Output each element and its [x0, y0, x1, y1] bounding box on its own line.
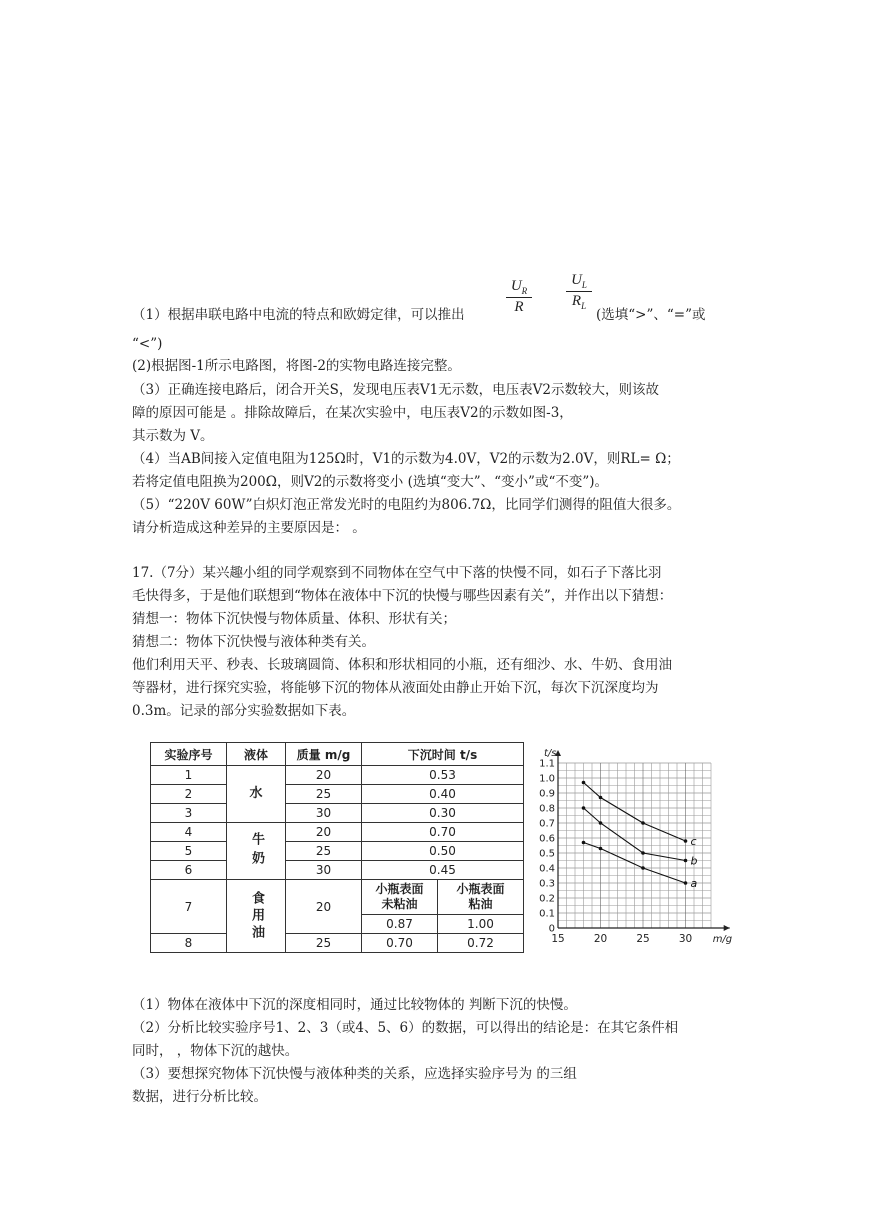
table-subheader-cell: 小瓶表面 粘油 [438, 880, 524, 915]
y-tick-label: 0.5 [539, 848, 555, 860]
y-tick-label: 0.4 [539, 863, 555, 875]
liquid-cell-milk: 牛奶 [227, 823, 286, 880]
table-header-row [151, 743, 524, 766]
table-cell: 30 [286, 804, 362, 823]
q16-part2: (2)根据图-1所示电路图，将图-2的实物电路连接完整。 [132, 358, 461, 374]
y-tick-label: 0.1 [539, 908, 555, 920]
q16-part3-line1: （3）正确连接电路后，闭合开关S，发现电压表V1无示数，电压表V2示数较大，则该故 [132, 382, 660, 398]
q16-part5-line1: （5）“220V 60W”白炽灯泡正常发光时的电阻约为806.7Ω，比同学们测得的阻值大很多。 [132, 497, 681, 513]
fraction-ul-over-rl [566, 272, 592, 311]
q17-question3-line2: 数据，进行分析比较。 [132, 1089, 267, 1105]
data-point-c [684, 839, 688, 843]
table-cell: 8 [151, 934, 227, 953]
table-cell: 0.40 [362, 785, 524, 804]
table-cell: 0.70 [362, 934, 438, 953]
table-cell: 0.45 [362, 861, 524, 880]
series-label-a: a [690, 877, 698, 890]
q16-part1-options: (选填“>”、“=”或 [596, 307, 706, 323]
table-cell: 20 [286, 880, 362, 934]
table-cell: 25 [286, 842, 362, 861]
table-cell: 5 [151, 842, 227, 861]
table-cell: 6 [151, 861, 227, 880]
q17-intro-line2: 毛快得多，于是他们联想到“物体在液体中下沉的快慢与哪些因素有关”，并作出以下猜想： [132, 588, 673, 604]
data-point-a [599, 847, 603, 851]
liquid-cell-water: 水 [227, 766, 286, 823]
liquid-cell-oil: 食用油 [227, 880, 286, 953]
fraction-denominator: R [514, 299, 524, 315]
x-tick-label: 25 [636, 933, 650, 945]
y-tick-label: 0 [548, 923, 555, 935]
q16-part1-text: （1）根据串联电路中电流的特点和欧姆定律，可以推出 [132, 307, 465, 323]
sinking-time-chart [530, 746, 760, 956]
series-label-b: b [690, 854, 698, 868]
table-cell: 0.87 [362, 915, 438, 934]
data-point-c [599, 796, 603, 800]
y-tick-label: 0.7 [539, 818, 555, 830]
table-cell: 2 [151, 785, 227, 804]
table-cell: 0.53 [362, 766, 524, 785]
q16-part5-line2: 请分析造成这种差异的主要原因是： 。 [132, 520, 366, 536]
fraction-denominator: $R_L$ [571, 293, 587, 311]
table-row [151, 880, 524, 915]
table-cell: 1.00 [438, 915, 524, 934]
q17-guess-1: 猜想一：物体下沉快慢与物体质量、体积、形状有关； [132, 611, 456, 627]
y-tick-label: 1.0 [539, 773, 555, 785]
table-cell: 0.30 [362, 804, 524, 823]
table-row [151, 823, 524, 842]
y-tick-label: 0.6 [539, 833, 555, 845]
x-axis-label: m/g [712, 934, 733, 945]
q17-question2-line1: （2）分析比较实验序号1、2、3（或4、5、6）的数据，可以得出的结论是：在其它条件相 [132, 1020, 679, 1036]
data-point-a [684, 881, 688, 885]
q17-method-line3: 0.3m。记录的部分实验数据如下表。 [132, 703, 356, 719]
series-label-c: c [690, 835, 697, 848]
table-cell: 25 [286, 934, 362, 953]
q17-method-line1: 他们利用天平、秒表、长玻璃圆筒、体积和形状相同的小瓶，还有细沙、水、牛奶、食用油 [132, 657, 672, 673]
table-cell: 7 [151, 880, 227, 934]
fraction-bar [506, 297, 532, 298]
table-header-cell: 实验序号 [151, 743, 227, 766]
q17-guess-2: 猜想二：物体下沉快慢与液体种类有关。 [132, 634, 375, 650]
table-cell: 30 [286, 861, 362, 880]
q17-question2-line2: 同时， ，物体下沉的越快。 [132, 1043, 299, 1059]
data-point-a [582, 841, 586, 845]
experiment-data-table [150, 742, 524, 953]
table-row [151, 861, 524, 880]
table-row [151, 785, 524, 804]
x-tick-label: 30 [678, 933, 693, 945]
data-point-b [684, 859, 688, 863]
table-cell: 1 [151, 766, 227, 785]
q16-part4-line1: （4）当AB间接入定值电阻为125Ω时，V1的示数为4.0V，V2的示数为2.0V，则RL= Ω； [132, 451, 680, 467]
q16-part4-line2: 若将定值电阻换为200Ω，则V2的示数将变小 (选填“变大”、“变小”或“不变”)。 [132, 474, 609, 490]
table-header-cell: 下沉时间 t/s [362, 743, 524, 766]
y-tick-label: 1.1 [539, 758, 555, 770]
table-row [151, 842, 524, 861]
table-cell: 0.70 [362, 823, 524, 842]
q17-question3-line1: （3）要想探究物体下沉快慢与液体种类的关系，应选择实验序号为 的三组 [132, 1066, 577, 1082]
table-cell: 4 [151, 823, 227, 842]
table-cell: 20 [286, 823, 362, 842]
q17-question1: （1）物体在液体中下沉的深度相同时，通过比较物体的 判断下沉的快慢。 [132, 997, 577, 1013]
x-tick-label: 15 [551, 933, 565, 945]
table-row [151, 804, 524, 823]
table-header-cell: 液体 [227, 743, 286, 766]
fraction-numerator: $U_L$ [571, 272, 587, 290]
data-point-c [641, 821, 645, 825]
q16-part1-options-cont: “<”) [132, 336, 163, 352]
table-row [151, 934, 524, 953]
table-subheader-cell: 小瓶表面 未粘油 [362, 880, 438, 915]
table-row [151, 766, 524, 785]
fraction-ur-over-r [506, 278, 532, 316]
table-cell: 25 [286, 785, 362, 804]
data-point-b [599, 821, 603, 825]
y-tick-label: 0.9 [539, 788, 555, 800]
fraction-bar [566, 291, 592, 292]
data-point-b [641, 851, 645, 855]
table-cell: 0.50 [362, 842, 524, 861]
table-cell: 3 [151, 804, 227, 823]
table-cell: 20 [286, 766, 362, 785]
q17-intro-line1: 17.（7分）某兴趣小组的同学观察到不同物体在空气中下落的快慢不同，如石子下落比羽 [132, 565, 662, 581]
y-axis-label: t/s [544, 748, 557, 759]
x-axis-arrow [724, 925, 730, 931]
q16-part3-line3: 其示数为 V。 [132, 428, 214, 444]
table-cell: 0.72 [438, 934, 524, 953]
table-header-cell: 质量 m/g [286, 743, 362, 766]
data-point-c [582, 781, 586, 785]
q17-method-line2: 等器材，进行探究实验，将能够下沉的物体从液面处由静止开始下沉，每次下沉深度均为 [132, 680, 659, 696]
data-point-a [641, 866, 645, 870]
x-tick-label: 20 [593, 933, 608, 945]
data-point-b [582, 806, 586, 810]
y-tick-label: 0.8 [539, 803, 555, 815]
fraction-numerator: $U_R$ [510, 278, 528, 296]
q16-part3-line2: 障的原因可能是 。排除故障后，在某次实验中，电压表V2的示数如图-3， [132, 405, 573, 421]
y-tick-label: 0.2 [539, 893, 555, 905]
y-tick-label: 0.3 [539, 878, 555, 890]
